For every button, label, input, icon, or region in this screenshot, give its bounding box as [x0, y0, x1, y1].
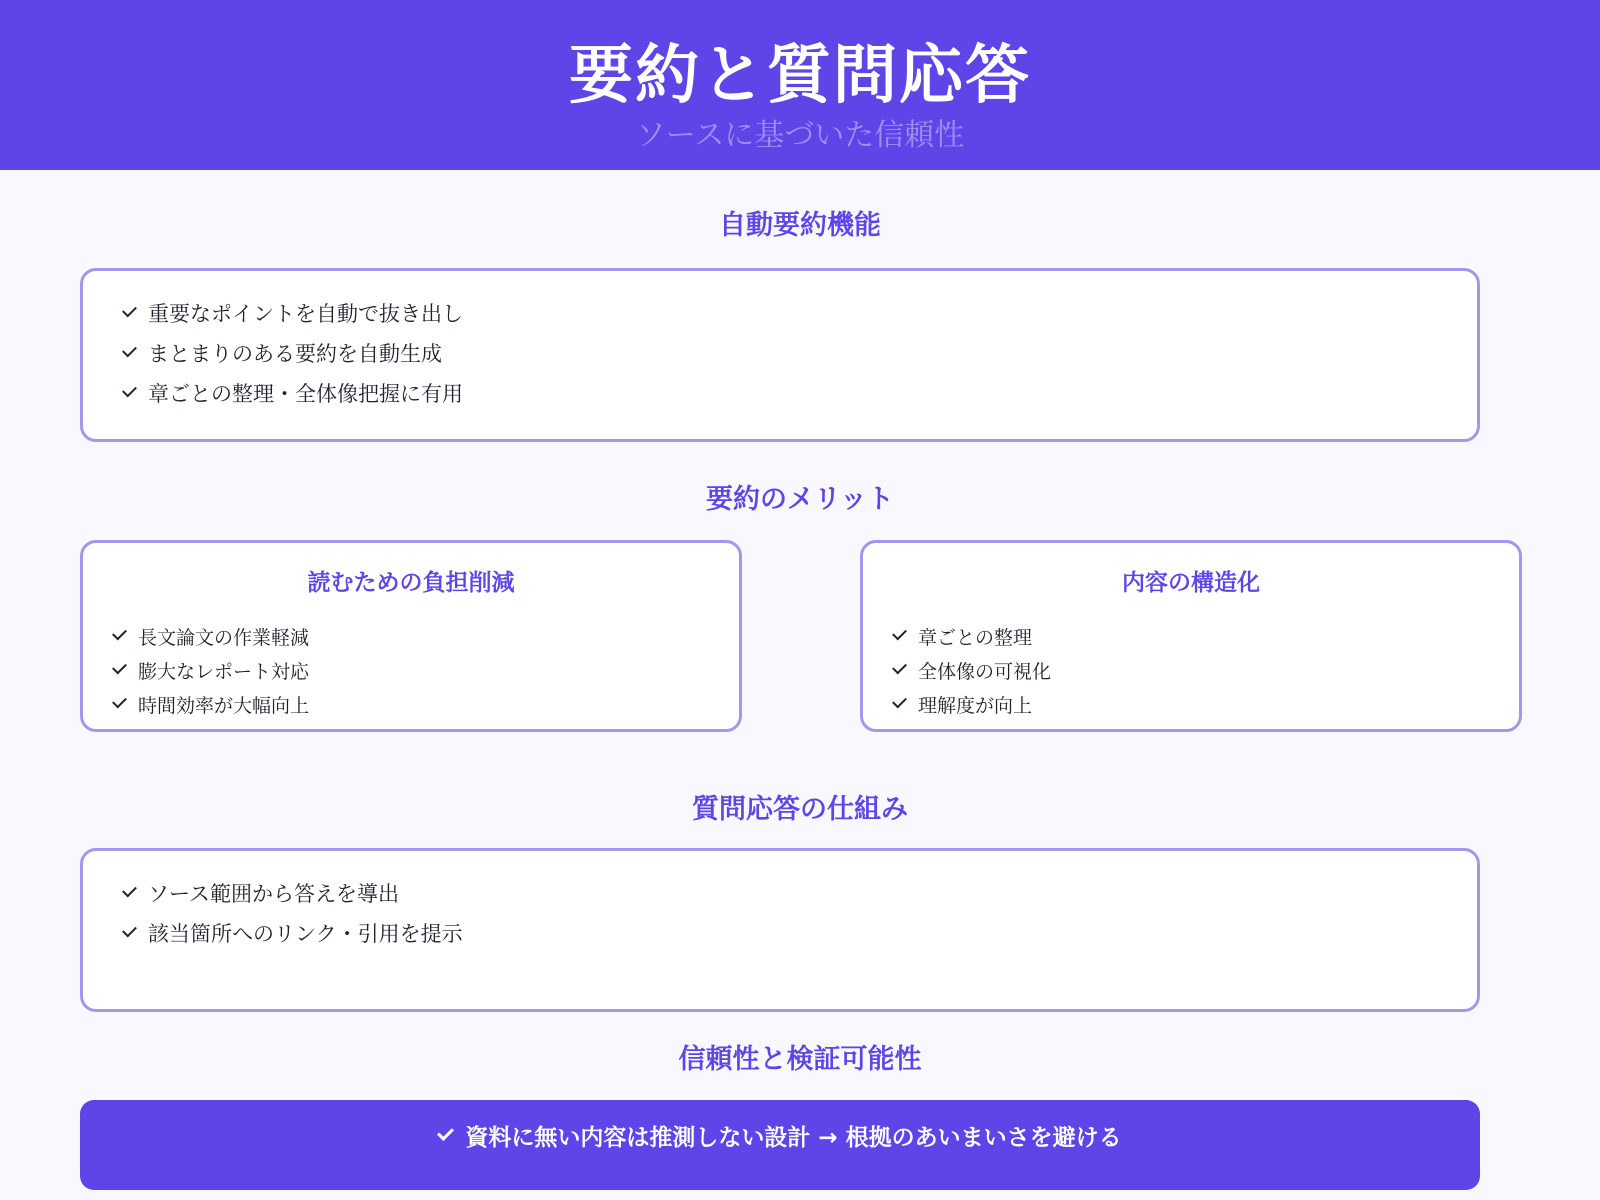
- list-item: 理解度が向上: [893, 687, 1051, 721]
- list-item: 重要なポイントを自動で抜き出し: [123, 293, 463, 333]
- merit-card-title: 内容の構造化: [1122, 570, 1260, 596]
- reliability-banner: [80, 1100, 1480, 1190]
- merit-card-structuring: [860, 540, 1522, 732]
- list-item: 該当箇所へのリンク・引用を提示: [123, 913, 463, 953]
- auto-summary-list: [123, 293, 463, 413]
- section-title-merits: 要約のメリット: [706, 484, 894, 515]
- page-header: [0, 0, 1600, 170]
- page-title: 要約と質問応答: [569, 39, 1031, 113]
- merit-list: [893, 619, 1051, 721]
- check-icon: [892, 660, 907, 675]
- check-icon: [122, 383, 137, 398]
- list-item: 章ごとの整理: [893, 619, 1051, 653]
- merit-list: [113, 619, 309, 721]
- check-icon: [122, 923, 137, 938]
- list-item: 膨大なレポート対応: [113, 653, 309, 687]
- check-icon: [122, 883, 137, 898]
- reliability-banner-text: 資料に無い内容は推測しない設計 → 根拠のあいまいさを避ける: [80, 1100, 1480, 1170]
- merit-card-reading-burden: [80, 540, 742, 732]
- section-title-qa: 質問応答の仕組み: [692, 794, 908, 825]
- section-title-auto-summary: 自動要約機能: [719, 210, 881, 241]
- list-item: 時間効率が大幅向上: [113, 687, 309, 721]
- check-icon: [122, 343, 137, 358]
- check-icon: [892, 694, 907, 709]
- list-item: 章ごとの整理・全体像把握に有用: [123, 373, 463, 413]
- check-icon: [112, 660, 127, 675]
- list-item: まとまりのある要約を自動生成: [123, 333, 463, 373]
- qa-list: [123, 873, 463, 953]
- list-item: 長文論文の作業軽減: [113, 619, 309, 653]
- list-item: ソース範囲から答えを導出: [123, 873, 463, 913]
- list-item: 全体像の可視化: [893, 653, 1051, 687]
- qa-card: [80, 848, 1480, 1012]
- section-title-reliability: 信頼性と検証可能性: [678, 1044, 922, 1075]
- page-subtitle: ソースに基づいた信頼性: [635, 118, 965, 153]
- check-icon: [112, 626, 127, 641]
- check-icon: [892, 626, 907, 641]
- check-icon: [112, 694, 127, 709]
- check-icon: [437, 1124, 454, 1141]
- auto-summary-card: [80, 268, 1480, 442]
- merit-card-title: 読むための負担削減: [307, 570, 515, 596]
- check-icon: [122, 303, 137, 318]
